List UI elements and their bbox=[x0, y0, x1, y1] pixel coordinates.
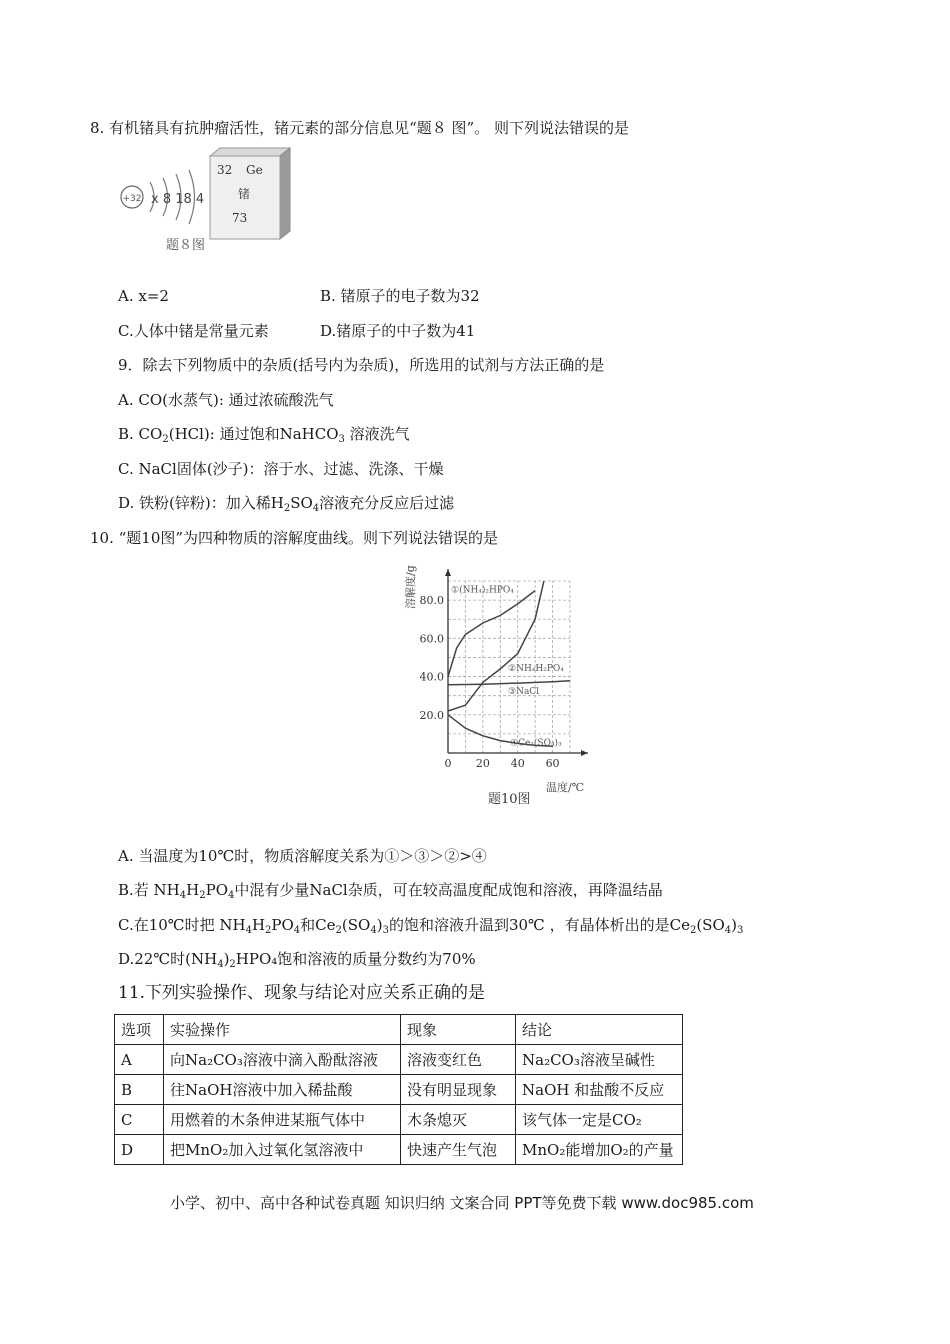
table-row bbox=[115, 1105, 683, 1135]
figure-10-caption: 题10图 bbox=[488, 792, 531, 807]
x-axis-label: 温度/℃ bbox=[546, 781, 585, 794]
q8-option-c: C.人体中锗是常量元素 bbox=[118, 322, 269, 340]
element-number: 32 bbox=[217, 163, 233, 177]
table-cell: 向Na₂CO₃溶液中滴入酚酞溶液 bbox=[164, 1045, 401, 1075]
table-cell: MnO₂能增加O₂的产量 bbox=[516, 1135, 683, 1165]
q8-stem: 8. 有机锗具有抗肿瘤活性，锗元素的部分信息见“题８ 图”。 则下列说法错误的是 bbox=[90, 119, 629, 137]
q9-option-a: A. CO(水蒸气): 通过浓硫酸洗气 bbox=[118, 391, 334, 409]
q9-option-c: C. NaCl固体(沙子)：溶于水、过滤、洗涤、干燥 bbox=[118, 460, 444, 478]
table-cell: C bbox=[115, 1105, 164, 1135]
q10-option-d: D.22℃时$(NH_4)_2HPO_4$饱和溶液的质量分数约为70% bbox=[118, 950, 476, 970]
germanium-figure bbox=[118, 146, 298, 261]
header-cell: 实验操作 bbox=[164, 1015, 401, 1045]
experiment-table bbox=[114, 1014, 683, 1165]
solubility-curve-3 bbox=[448, 681, 570, 685]
table-cell: 没有明显现象 bbox=[401, 1075, 516, 1105]
q8-option-b: B. 锗原子的电子数为32 bbox=[320, 287, 480, 305]
shell-numbers: x 8 18 4 bbox=[151, 192, 205, 207]
table-cell: 快速产生气泡 bbox=[401, 1135, 516, 1165]
x-tick-label: 60 bbox=[545, 757, 560, 770]
x-tick-label: 20 bbox=[475, 757, 490, 770]
q10-option-c: C.在10℃时把 $NH_4H_2PO_4$和$Ce_2(SO_4)_3$的饱和溶液升温到30℃ ，有晶体析出的是$Ce_2(SO_4)_3$ bbox=[118, 916, 744, 936]
y-tick-label: 40.0 bbox=[419, 670, 444, 684]
q9-stem: 9．除去下列物质中的杂质(括号内为杂质)，所选用的试剂与方法正确的是 bbox=[118, 356, 605, 374]
q11-stem: 11.下列实验操作、现象与结论对应关系正确的是 bbox=[118, 983, 486, 1003]
table-cell: 木条熄灭 bbox=[401, 1105, 516, 1135]
table-cell: 该气体一定是CO₂ bbox=[516, 1105, 683, 1135]
table-cell: 溶液变红色 bbox=[401, 1045, 516, 1075]
element-mass: 73 bbox=[232, 211, 248, 225]
x-axis-arrow bbox=[581, 750, 588, 756]
curve-label-4: ④Ce₂(SO₄)₃ bbox=[510, 738, 562, 749]
y-axis-label: 溶解度/g bbox=[404, 565, 417, 609]
solubility-chart bbox=[378, 563, 600, 810]
table-cell: B bbox=[115, 1075, 164, 1105]
q9-option-b: B. $CO_2(HCl)$: 通过饱和NaHCO$_3$ 溶液洗气 bbox=[118, 425, 410, 445]
q8-option-d: D.锗原子的中子数为41 bbox=[320, 322, 476, 340]
q8-option-a: A. x=2 bbox=[118, 287, 169, 305]
figure-8-caption: 题８图 bbox=[166, 238, 206, 253]
table-cell: A bbox=[115, 1045, 164, 1075]
header-cell: 现象 bbox=[401, 1015, 516, 1045]
q10-option-b: B.若 $NH_4H_2PO_4$中混有少量NaCl杂质，可在较高温度配成饱和溶液，再降温结晶 bbox=[118, 881, 663, 901]
q9-option-d: D. 铁粉(锌粉)：加入稀$H_2SO_4$溶液充分反应后过滤 bbox=[118, 494, 455, 514]
table-cell: D bbox=[115, 1135, 164, 1165]
curve-label-2: ②NH₄H₂PO₄ bbox=[508, 663, 564, 674]
table-cell: 把MnO₂加入过氧化氢溶液中 bbox=[164, 1135, 401, 1165]
cube-side bbox=[280, 148, 290, 239]
header-cell: 结论 bbox=[516, 1015, 683, 1045]
footer-note: 小学、初中、高中各种试卷真题 知识归纳 文案合同 PPT等免费下载 www.doc985.com bbox=[170, 1194, 754, 1212]
element-symbol: Ge bbox=[246, 163, 263, 177]
table-cell: Na₂CO₃溶液呈碱性 bbox=[516, 1045, 683, 1075]
nucleus-label: +32 bbox=[122, 194, 142, 204]
table-row bbox=[115, 1045, 683, 1075]
y-tick-label: 20.0 bbox=[419, 708, 444, 722]
table-cell: NaOH 和盐酸不反应 bbox=[516, 1075, 683, 1105]
y-tick-label: 60.0 bbox=[419, 632, 444, 646]
x-tick-label: 0 bbox=[444, 757, 452, 770]
y-tick-label: 80.0 bbox=[419, 594, 444, 608]
header-cell: 选项 bbox=[115, 1015, 164, 1045]
cube-top bbox=[210, 148, 290, 156]
table-row bbox=[115, 1075, 683, 1105]
table-header-row bbox=[115, 1015, 683, 1045]
element-name: 锗 bbox=[238, 187, 251, 201]
q10-option-a: A. 当温度为10℃时，物质溶解度关系为①＞③＞②>④ bbox=[118, 847, 487, 865]
q10-stem: 10. “题10图”为四种物质的溶解度曲线。则下列说法错误的是 bbox=[90, 529, 499, 547]
table-cell: 往NaOH溶液中加入稀盐酸 bbox=[164, 1075, 401, 1105]
x-tick-label: 40 bbox=[510, 757, 525, 770]
table-cell: 用燃着的木条伸进某瓶气体中 bbox=[164, 1105, 401, 1135]
table-row bbox=[115, 1135, 683, 1165]
y-axis-arrow bbox=[445, 569, 451, 576]
curve-label-1: ①(NH₄)₂HPO₄ bbox=[451, 585, 514, 596]
curve-label-3: ③NaCl bbox=[508, 686, 540, 697]
